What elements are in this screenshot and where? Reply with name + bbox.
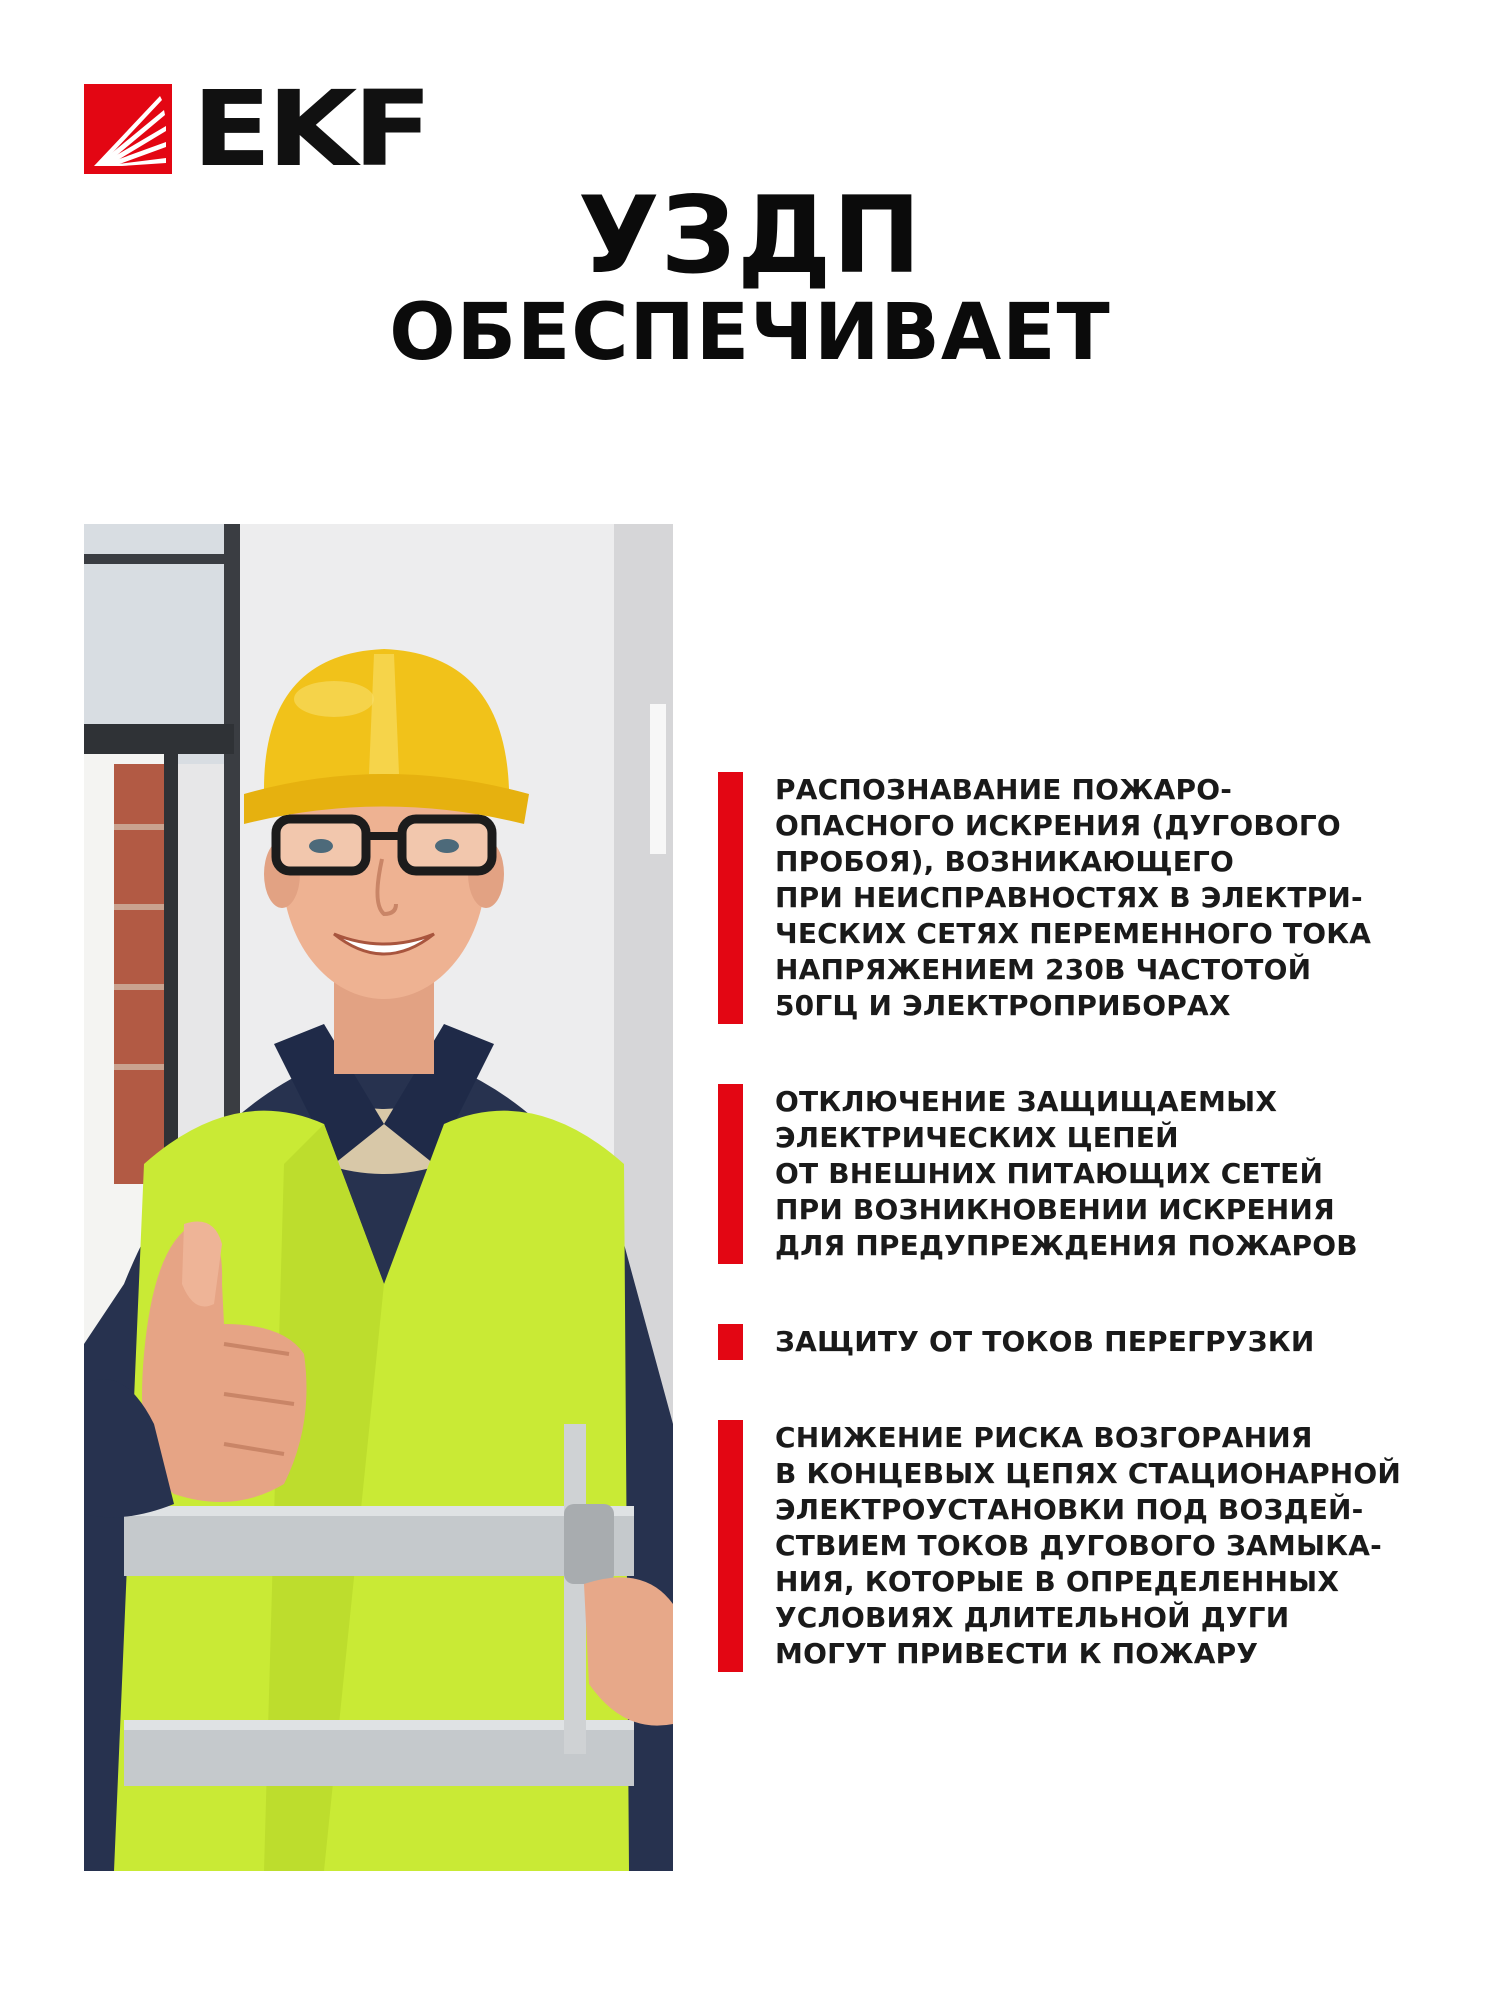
red-bar-marker [718,1084,743,1264]
brand-name: EKF [192,68,428,190]
list-item [718,1420,1478,1672]
ekf-logo [84,68,428,190]
feature-text: СНИЖЕНИЕ РИСКА ВОЗГОРАНИЯ В КОНЦЕВЫХ ЦЕПЯХ СТАЦИОНАРНОЙ ЭЛЕКТРОУСТАНОВКИ ПОД ВОЗДЕЙ- СТВИЕМ ТОКОВ ДУГОВОГО ЗАМЫКА- НИЯ, КОТОРЫЕ В ОПРЕДЕЛЕННЫХ УСЛОВИЯХ ДЛИТЕЛЬНОЙ ДУГИ МОГУТ ПРИВЕСТИ К ПОЖАРУ [775,1421,1402,1670]
feature-list [718,772,1478,1732]
list-item [718,1324,1478,1360]
red-bar-marker [718,1420,743,1672]
list-item [718,772,1478,1024]
feature-text: ОТКЛЮЧЕНИЕ ЗАЩИЩАЕМЫХ ЭЛЕКТРИЧЕСКИХ ЦЕПЕЙ ОТ ВНЕШНИХ ПИТАЮЩИХ СЕТЕЙ ПРИ ВОЗНИКНОВЕНИИ ИСКРЕНИЯ ДЛЯ ПРЕДУПРЕЖДЕНИЯ ПОЖАРОВ [775,1085,1358,1262]
worker-photo [84,524,673,1871]
red-bar-marker [718,1324,743,1360]
feature-text: ЗАЩИТУ ОТ ТОКОВ ПЕРЕГРУЗКИ [775,1325,1315,1358]
list-item [718,1084,1478,1264]
worker-thumbs-up-photo [84,524,673,1871]
ekf-lightning-fan-icon [84,84,172,174]
red-bar-marker [718,772,743,1024]
feature-text: РАСПОЗНАВАНИЕ ПОЖАРО- ОПАСНОГО ИСКРЕНИЯ (ДУГОВОГО ПРОБОЯ), ВОЗНИКАЮЩЕГО ПРИ НЕИСПРАВНОСТЯХ В ЭЛЕКТРИ- ЧЕСКИХ СЕТЯХ ПЕРЕМЕННОГО ТОКА НАПРЯЖЕНИЕМ 230В ЧАСТОТОЙ 50ГЦ И ЭЛЕКТРОПРИБОРАХ [775,773,1372,1022]
page-subtitle: ОБЕСПЕЧИВАЕТ [389,288,1111,378]
page-title: УЗДП [577,174,923,297]
